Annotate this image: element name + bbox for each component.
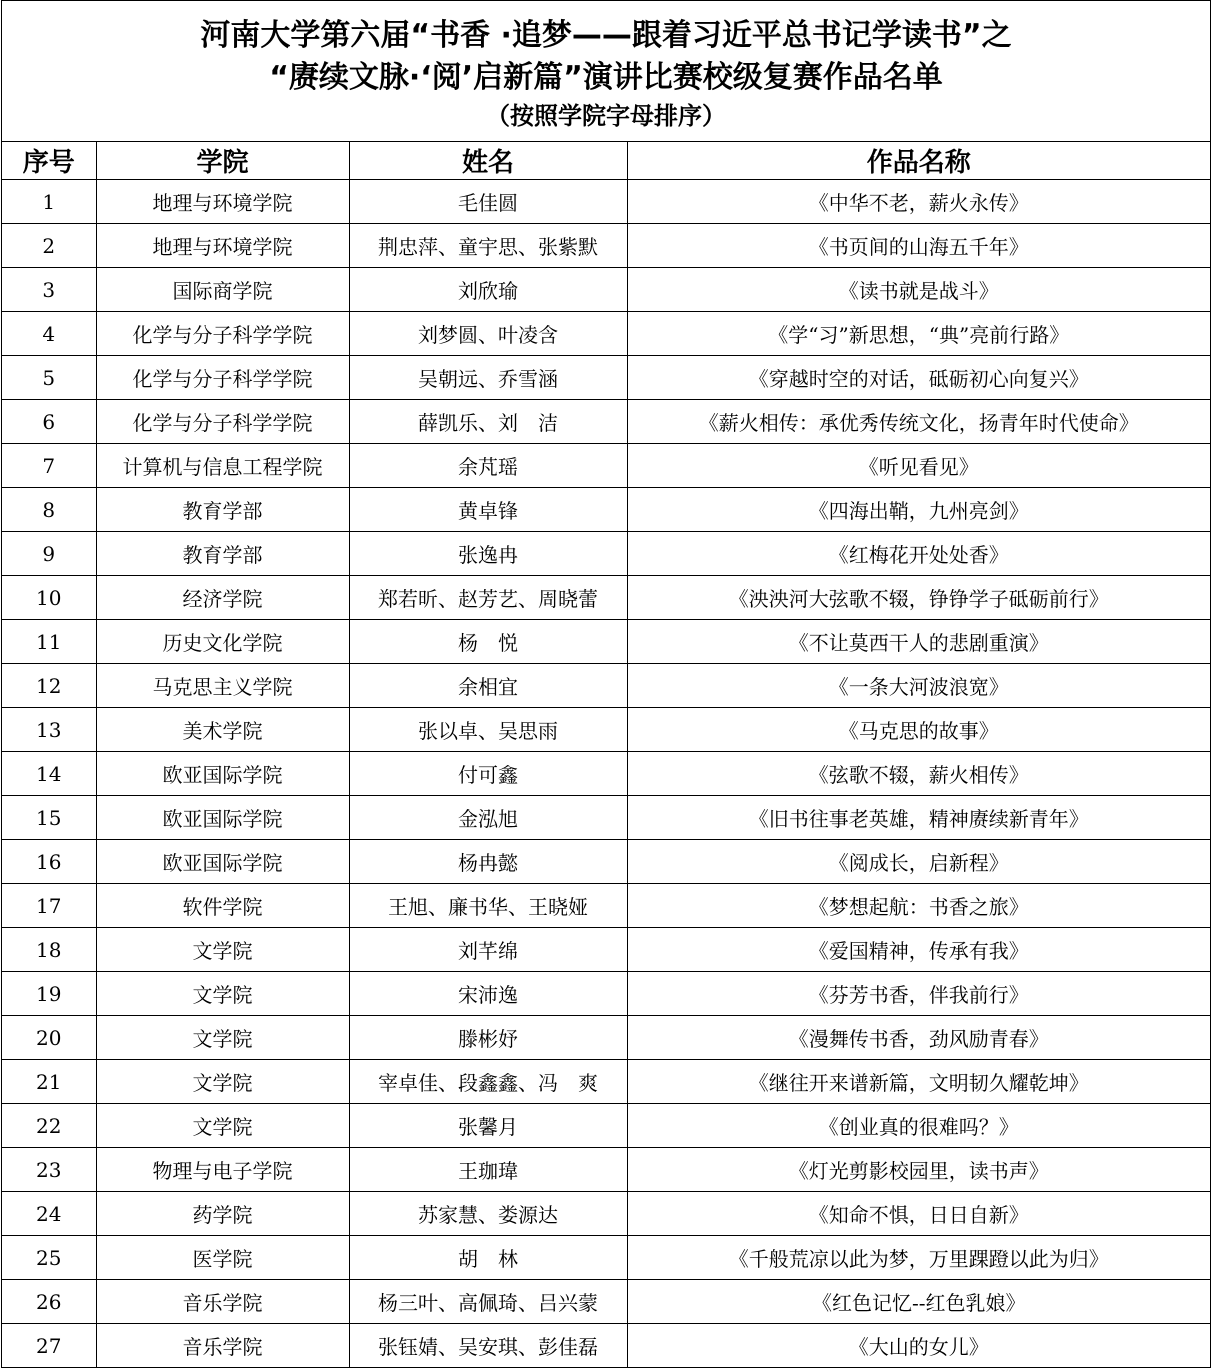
cell-work-title: 《不让莫西干人的悲剧重演》 [627,620,1210,664]
cell-number: 10 [2,576,96,620]
table-row [2,356,1210,400]
column-header-name: 姓名 [349,142,627,180]
cell-college: 教育学部 [96,532,349,576]
cell-work-title: 《千般荒凉以此为梦，万里踝蹬以此为归》 [627,1236,1210,1280]
cell-number: 13 [2,708,96,752]
cell-work-title: 《书页间的山海五千年》 [627,224,1210,268]
cell-college: 欧亚国际学院 [96,796,349,840]
cell-college: 美术学院 [96,708,349,752]
cell-college: 音乐学院 [96,1324,349,1368]
cell-number: 3 [2,268,96,312]
cell-work-title: 《梦想起航：书香之旅》 [627,884,1210,928]
table-row [2,620,1210,664]
table-row [2,488,1210,532]
cell-number: 20 [2,1016,96,1060]
cell-work-title: 《大山的女儿》 [627,1324,1210,1368]
table-header-row [2,142,1210,180]
cell-work-title: 《薪火相传：承优秀传统文化，扬青年时代使命》 [627,400,1210,444]
table-row [2,1104,1210,1148]
table-row [2,1060,1210,1104]
cell-college: 文学院 [96,1016,349,1060]
cell-name: 毛佳圆 [349,180,627,224]
cell-name: 余相宜 [349,664,627,708]
cell-college: 马克思主义学院 [96,664,349,708]
cell-number: 4 [2,312,96,356]
cell-college: 文学院 [96,972,349,1016]
cell-work-title: 《四海出鞘，九州亮剑》 [627,488,1210,532]
cell-work-title: 《阅成长，启新程》 [627,840,1210,884]
table-row [2,1236,1210,1280]
cell-name: 杨冉懿 [349,840,627,884]
cell-college: 化学与分子科学学院 [96,400,349,444]
cell-name: 宋沛逸 [349,972,627,1016]
cell-name: 杨三叶、高佩琦、吕兴蒙 [349,1280,627,1324]
cell-work-title: 《灯光剪影校园里，读书声》 [627,1148,1210,1192]
cell-name: 张逸冉 [349,532,627,576]
cell-college: 地理与环境学院 [96,180,349,224]
cell-number: 14 [2,752,96,796]
cell-work-title: 《穿越时空的对话，砥砺初心向复兴》 [627,356,1210,400]
table-row [2,840,1210,884]
cell-number: 2 [2,224,96,268]
cell-work-title: 《中华不老，薪火永传》 [627,180,1210,224]
table-row [2,268,1210,312]
cell-college: 经济学院 [96,576,349,620]
cell-number: 25 [2,1236,96,1280]
document-subtitle: （按照学院字母排序） [486,102,726,130]
cell-number: 27 [2,1324,96,1368]
cell-number: 6 [2,400,96,444]
cell-college: 计算机与信息工程学院 [96,444,349,488]
cell-number: 18 [2,928,96,972]
cell-college: 国际商学院 [96,268,349,312]
column-header-number: 序号 [2,142,96,180]
cell-college: 化学与分子科学学院 [96,312,349,356]
cell-college: 化学与分子科学学院 [96,356,349,400]
cell-college: 医学院 [96,1236,349,1280]
cell-name: 余芃瑶 [349,444,627,488]
cell-number: 15 [2,796,96,840]
cell-name: 王旭、廉书华、王晓娅 [349,884,627,928]
cell-work-title: 《创业真的很难吗？》 [627,1104,1210,1148]
table-row [2,664,1210,708]
cell-name: 金泓旭 [349,796,627,840]
table-row [2,1016,1210,1060]
cell-work-title: 《泱泱河大弦歌不辍，铮铮学子砥砺前行》 [627,576,1210,620]
cell-college: 文学院 [96,1104,349,1148]
cell-work-title: 《一条大河波浪宽》 [627,664,1210,708]
cell-work-title: 《读书就是战斗》 [627,268,1210,312]
table-row [2,444,1210,488]
table-row [2,224,1210,268]
table-row [2,1280,1210,1324]
column-header-college: 学院 [96,142,349,180]
document-title-line-2: “赓续文脉·‘阅’启新篇”演讲比赛校级复赛作品名单 [269,60,943,95]
cell-name: 刘梦圆、叶凌含 [349,312,627,356]
cell-college: 文学院 [96,928,349,972]
cell-number: 7 [2,444,96,488]
cell-name: 薛凯乐、刘 洁 [349,400,627,444]
cell-name: 苏家慧、娄源达 [349,1192,627,1236]
cell-college: 音乐学院 [96,1280,349,1324]
table-row [2,1192,1210,1236]
cell-work-title: 《知命不惧，日日自新》 [627,1192,1210,1236]
cell-number: 26 [2,1280,96,1324]
cell-name: 滕彬妤 [349,1016,627,1060]
cell-name: 吴朝远、乔雪涵 [349,356,627,400]
table-row [2,752,1210,796]
cell-number: 12 [2,664,96,708]
cell-college: 欧亚国际学院 [96,752,349,796]
document-title-line-1: 河南大学第六届“书香 ·追梦——跟着习近平总书记学读书”之 [200,18,1012,53]
cell-name: 荆忠萍、童宇思、张紫默 [349,224,627,268]
cell-name: 张馨月 [349,1104,627,1148]
cell-name: 杨 悦 [349,620,627,664]
cell-number: 19 [2,972,96,1016]
cell-work-title: 《学“习”新思想，“典”亮前行路》 [627,312,1210,356]
table-row [2,928,1210,972]
cell-number: 1 [2,180,96,224]
table-row [2,1148,1210,1192]
document-header [2,1,1210,142]
entries-table [2,142,1210,1367]
table-row [2,1324,1210,1368]
cell-work-title: 《红色记忆--红色乳娘》 [627,1280,1210,1324]
cell-work-title: 《旧书往事老英雄，精神赓续新青年》 [627,796,1210,840]
cell-name: 刘欣瑜 [349,268,627,312]
cell-number: 22 [2,1104,96,1148]
table-row [2,532,1210,576]
cell-work-title: 《弦歌不辍，薪火相传》 [627,752,1210,796]
cell-name: 张以卓、吴思雨 [349,708,627,752]
cell-number: 24 [2,1192,96,1236]
table-row [2,972,1210,1016]
cell-name: 刘芊绵 [349,928,627,972]
cell-work-title: 《芬芳书香，伴我前行》 [627,972,1210,1016]
cell-work-title: 《红梅花开处处香》 [627,532,1210,576]
cell-number: 11 [2,620,96,664]
cell-work-title: 《听见看见》 [627,444,1210,488]
cell-college: 历史文化学院 [96,620,349,664]
cell-number: 16 [2,840,96,884]
cell-college: 地理与环境学院 [96,224,349,268]
cell-college: 软件学院 [96,884,349,928]
cell-number: 5 [2,356,96,400]
cell-number: 9 [2,532,96,576]
cell-name: 付可鑫 [349,752,627,796]
table-row [2,180,1210,224]
table-row [2,796,1210,840]
cell-college: 物理与电子学院 [96,1148,349,1192]
cell-college: 教育学部 [96,488,349,532]
table-row [2,708,1210,752]
cell-number: 17 [2,884,96,928]
cell-name: 胡 林 [349,1236,627,1280]
table-row [2,400,1210,444]
cell-name: 宰卓佳、段鑫鑫、冯 爽 [349,1060,627,1104]
cell-name: 黄卓锋 [349,488,627,532]
cell-college: 欧亚国际学院 [96,840,349,884]
table-row [2,884,1210,928]
cell-work-title: 《马克思的故事》 [627,708,1210,752]
document-page [1,0,1211,1368]
column-header-work-title: 作品名称 [627,142,1210,180]
cell-college: 药学院 [96,1192,349,1236]
cell-college: 文学院 [96,1060,349,1104]
cell-number: 8 [2,488,96,532]
cell-work-title: 《漫舞传书香，劲风励青春》 [627,1016,1210,1060]
cell-name: 郑若昕、赵芳艺、周晓蕾 [349,576,627,620]
cell-number: 23 [2,1148,96,1192]
table-row [2,312,1210,356]
cell-name: 张钰婧、吴安琪、彭佳磊 [349,1324,627,1368]
table-row [2,576,1210,620]
cell-work-title: 《继往开来谱新篇，文明韧久耀乾坤》 [627,1060,1210,1104]
cell-number: 21 [2,1060,96,1104]
cell-name: 王珈瑋 [349,1148,627,1192]
cell-work-title: 《爱国精神，传承有我》 [627,928,1210,972]
